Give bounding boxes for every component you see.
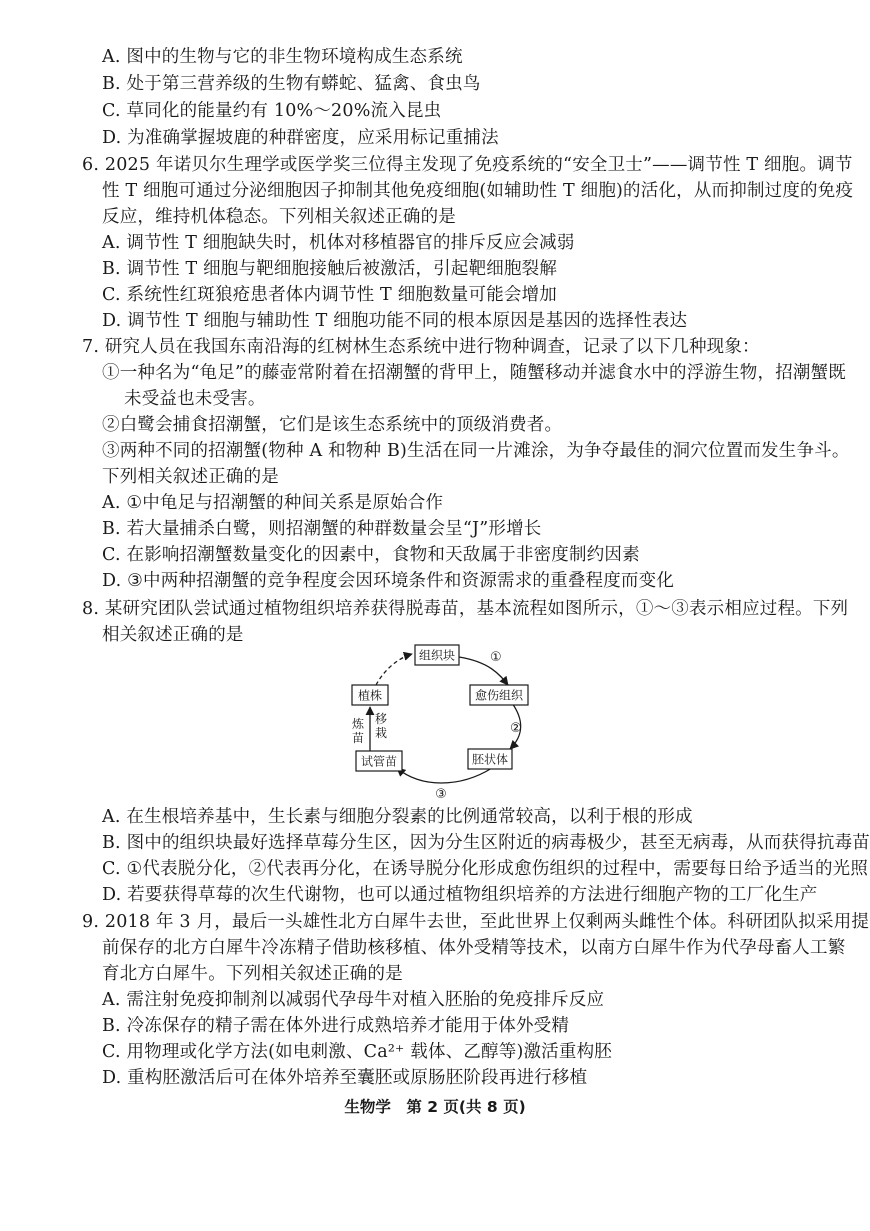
svg-text:组织块: 组织块 — [418, 648, 456, 663]
q8-option-b: B. 图中的组织块最好选择草莓分生区，因为分生区附近的病毒极少，甚至无病毒，从而获得抗毒苗 — [102, 833, 870, 853]
q9-option-b: B. 冷冻保存的精子需在体外进行成熟培养才能用于体外受精 — [102, 1016, 570, 1036]
label-transplant-1: 移 — [374, 712, 388, 726]
q7-option-a: A. ①中龟足与招潮蟹的种间关系是原始合作 — [102, 493, 444, 513]
q5-option-b: B. 处于第三营养级的生物有蟒蛇、猛禽、食虫鸟 — [102, 74, 481, 94]
q5-option-a: A. 图中的生物与它的非生物环境构成生态系统 — [102, 47, 463, 67]
q7-option-c: C. 在影响招潮蟹数量变化的因素中，食物和天敌属于非密度制约因素 — [102, 545, 640, 565]
q8-stem-line-2: 相关叙述正确的是 — [102, 625, 244, 645]
page-footer: 生物学 第 2 页(共 8 页) — [344, 1098, 526, 1116]
svg-text:愈伤组织: 愈伤组织 — [474, 688, 524, 703]
q6-option-b: B. 调节性 T 细胞与靶细胞接触后被激活，引起靶细胞裂解 — [102, 259, 558, 279]
q8-stem-line-1: 8. 某研究团队尝试通过植物组织培养获得脱毒苗，基本流程如图所示，①～③表示相应过程。下列 — [82, 599, 849, 619]
label-harden-1: 炼 — [351, 717, 365, 731]
q5-option-d: D. 为准确掌握坡鹿的种群密度，应采用标记重捕法 — [102, 128, 499, 148]
q6-option-d: D. 调节性 T 细胞与辅助性 T 细胞功能不同的根本原因是基因的选择性表达 — [102, 311, 688, 331]
q9-stem-line-1: 9. 2018 年 3 月，最后一头雄性北方白犀牛去世，至此世界上仅剩两头雌性个体。科研团队拟采用提 — [82, 912, 870, 932]
q6-option-c: C. 系统性红斑狼疮患者体内调节性 T 细胞数量可能会增加 — [102, 285, 557, 305]
node-test-tube-plantlet — [356, 751, 402, 771]
q7-item-3: ③两种不同的招潮蟹(物种 A 和物种 B)生活在同一片滩涂，为争夺最佳的洞穴位置而发生争斗。 — [102, 441, 850, 461]
q8-option-d: D. 若要获得草莓的次生代谢物，也可以通过植物组织培养的方法进行细胞产物的工厂化生产 — [102, 885, 818, 905]
q6-stem-line-2: 性 T 细胞可通过分泌细胞因子抑制其他免疫细胞(如辅助性 T 细胞)的活化，从而抑制过度的免疫 — [102, 181, 854, 201]
q7-item-1-line-1: ①一种名为“龟足”的藤壶常附着在招潮蟹的背甲上，随蟹移动并滤食水中的浮游生物，招潮蟹既 — [102, 363, 846, 383]
label-step-2: ② — [510, 721, 522, 736]
tissue-culture-diagram — [340, 640, 550, 800]
q9-option-a: A. 需注射免疫抑制剂以减弱代孕母牛对植入胚胎的免疫排斥反应 — [102, 990, 605, 1010]
q6-stem-line-1: 6. 2025 年诺贝尔生理学或医学奖三位得主发现了免疫系统的“安全卫士”——调节性 T 细胞。调节 — [82, 155, 853, 175]
q9-option-c: C. 用物理或化学方法(如电刺激、Ca²⁺ 载体、乙醇等)激活重构胚 — [102, 1042, 612, 1062]
svg-text:植株: 植株 — [357, 688, 383, 703]
label-transplant-2: 栽 — [374, 726, 388, 740]
q7-option-b: B. 若大量捕杀白鹭，则招潮蟹的种群数量会呈“J”形增长 — [102, 519, 542, 539]
label-harden-2: 苗 — [351, 731, 365, 745]
q8-option-c: C. ①代表脱分化，②代表再分化，在诱导脱分化形成愈伤组织的过程中，需要每日给予适当的光照 — [102, 859, 869, 879]
q9-stem-line-2: 前保存的北方白犀牛冷冻精子借助核移植、体外受精等技术，以南方白犀牛作为代孕母畜人工繁 — [102, 938, 846, 958]
q7-question: 下列相关叙述正确的是 — [102, 467, 279, 487]
q7-item-1-line-2: 未受益也未受害。 — [124, 389, 266, 409]
label-step-3: ③ — [435, 787, 447, 800]
svg-text:试管苗: 试管苗 — [360, 754, 398, 769]
q7-item-2: ②白鹭会捕食招潮蟹，它们是该生态系统中的顶级消费者。 — [102, 415, 563, 435]
q6-option-a: A. 调节性 T 细胞缺失时，机体对移植器官的排斥反应会减弱 — [102, 233, 575, 253]
q9-option-d: D. 重构胚激活后可在体外培养至囊胚或原肠胚阶段再进行移植 — [102, 1068, 588, 1088]
q9-stem-line-3: 育北方白犀牛。下列相关叙述正确的是 — [102, 964, 403, 984]
q7-stem: 7. 研究人员在我国东南沿海的红树林生态系统中进行物种调查，记录了以下几种现象： — [82, 337, 760, 357]
arrow-dashed-return — [376, 654, 412, 685]
arrow-step-3 — [397, 768, 492, 783]
q8-option-a: A. 在生根培养基中，生长素与细胞分裂素的比例通常较高，以利于根的形成 — [102, 807, 693, 827]
node-callus — [470, 685, 528, 705]
node-plant — [352, 685, 388, 705]
q6-stem-line-3: 反应，维持机体稳态。下列相关叙述正确的是 — [102, 207, 456, 227]
node-tissue-block — [415, 645, 459, 665]
q7-option-d: D. ③中两种招潮蟹的竞争程度会因环境条件和资源需求的重叠程度而变化 — [102, 571, 675, 591]
q5-option-c: C. 草同化的能量约有 10%～20%流入昆虫 — [102, 101, 442, 121]
svg-text:胚状体: 胚状体 — [471, 752, 509, 767]
label-step-1: ① — [490, 650, 502, 665]
node-embryoid — [468, 749, 512, 769]
